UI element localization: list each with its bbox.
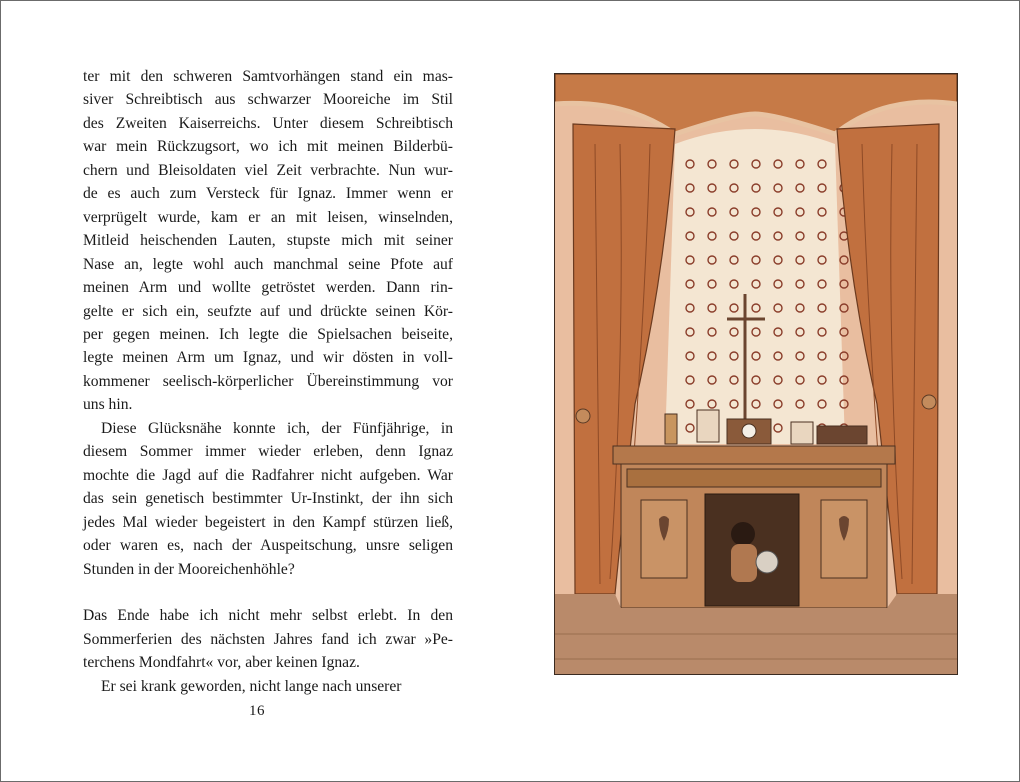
text-line: mochte die Jagd auf die Radfahrer nicht aufgeben. War <box>83 466 453 484</box>
page-number: 16 <box>249 703 265 719</box>
text-line: Nase an, legte wohl auch manchmal seine Pfote auf <box>83 255 453 273</box>
text-line: Diese Glücksnähe konnte ich, der Fünfjährige, in <box>101 419 453 437</box>
desk-scene-illustration <box>555 74 957 674</box>
text-line: oder waren es, nach der Auspeitschung, unsre seligen <box>83 537 453 555</box>
text-line: de es auch zum Versteck für Ignaz. Immer wenn er <box>83 185 453 203</box>
text-line: per gegen meinen. Ich legte die Spielsachen beiseite, <box>83 325 453 343</box>
text-line: Mitleid heischenden Lauten, stupste mich mit seiner <box>83 232 453 250</box>
body-text <box>83 65 453 698</box>
text-line: chern und Bleisoldaten viel Zeit verbrachte. Nun wur- <box>83 161 453 179</box>
text-line: legte meinen Arm um Ignaz, und wir dösten in voll- <box>83 349 453 367</box>
text-line: kommener seelisch-körperlicher Übereinstimmung vor <box>83 372 453 390</box>
text-line: verprügelt wurde, kam er an mit leisen, winselnden, <box>83 208 453 226</box>
illustration <box>554 73 958 675</box>
text-line: Er sei krank geworden, nicht lange nach unserer <box>101 677 402 695</box>
text-line: siver Schreibtisch aus schwarzer Mooreiche im Stil <box>83 91 453 109</box>
tieback-right <box>922 395 936 409</box>
text-line: meinen Arm und wollte getröstet werden. Dann rin- <box>83 279 453 297</box>
paragraph-gap <box>83 581 453 605</box>
text-line: das sein genetisch bestimmter Ur-Instinkt, der ihn sich <box>83 490 453 508</box>
text-line: des Zweiten Kaiserreichs. Unter diesem Schreibtisch <box>83 114 453 132</box>
text-line: Stunden in der Mooreichenhöhle? <box>83 560 295 578</box>
text-line: gelte er sich ein, seufzte auf und drückte seinen Kör- <box>83 302 453 320</box>
text-line: terchens Mondfahrt« vor, aber keinen Ignaz. <box>83 654 360 672</box>
text-line: uns hin. <box>83 396 133 414</box>
text-line: Das Ende habe ich nicht mehr selbst erlebt. In den <box>83 607 453 625</box>
text-line: jedes Mal wieder begeistert in den Kampf stürzen ließ, <box>83 513 453 531</box>
text-line: ter mit den schweren Samtvorhängen stand ein mas- <box>83 68 453 85</box>
text-line: diesem Sommer immer wieder erleben, denn Ignaz <box>83 443 453 461</box>
text-line: Sommerferien des nächsten Jahres fand ich zwar »Pe- <box>83 630 453 648</box>
desk <box>613 446 895 608</box>
tieback-left <box>576 409 590 423</box>
text-line: war mein Rückzugsort, wo ich mit meinen Bilderbü- <box>83 138 453 156</box>
lace-curtain <box>665 129 848 444</box>
